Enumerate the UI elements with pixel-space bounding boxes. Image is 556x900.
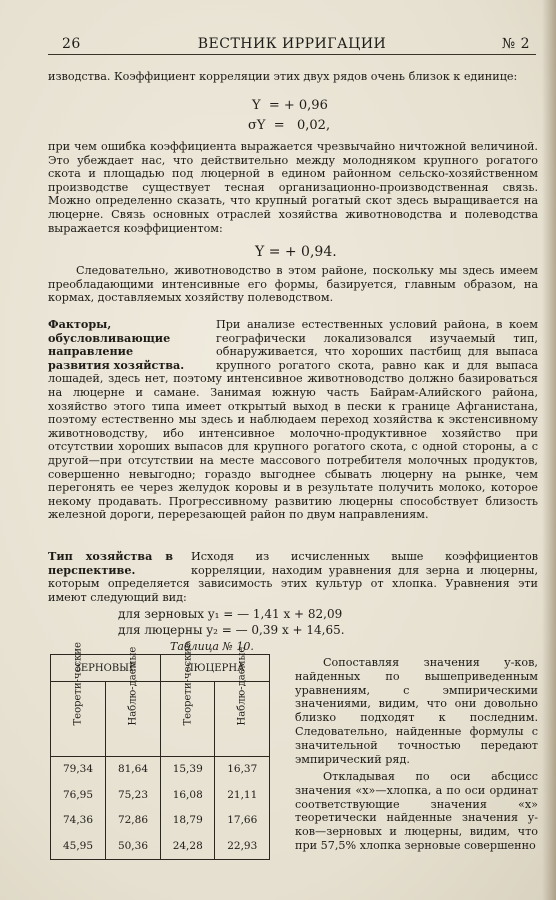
paragraph-3: Следовательно, животноводство в этом районе, поскольку мы здесь имеем преобладающими интенсивные его формы, базируется, главным образом, на кормах, доставляемых хозяйству полеводством.	[48, 264, 538, 305]
table-cell: 22,93	[227, 839, 258, 852]
equation-grain: для зерновых y₁ = — 1,41 x + 82,09	[118, 607, 343, 621]
sidehead-perspective: Тип хозяйства в перспективе.	[48, 549, 173, 577]
equation-alfalfa: для люцерны y₂ = — 0,39 x + 14,65.	[118, 623, 345, 637]
section-factors	[48, 318, 538, 522]
table-column-alfalfa-theoretical	[160, 757, 215, 860]
sidehead-factors: Факторы, обусловливающие направление развития хозяйства.	[48, 317, 185, 372]
paragraph-5: Исходя из исчисленных выше коэффициентов корреляции, находим уравнения для зерна и люцерны, которым определяется зависимость этих культур от хлопка. Уравнения эти имеют следующий вид:	[48, 550, 538, 604]
paragraph-2: при чем ошибка коэффициента выражается чрезвычайно ничтожной величиной. Это убеждает нас, что действительно между молодняком крупного рогатого скота и площадью под люцерной в едином районном сельско-хозяйственном производстве существует тесная организационно-производственная связь. Можно определенно сказать, что крупный рогатый скот здесь выращивается на люцерне. Связь основных отраслей хозяйства животноводства и полеводства выражается коэффициентом:	[48, 140, 538, 235]
table-column-alfalfa-observed	[215, 757, 270, 860]
table-cell: 75,23	[117, 788, 148, 801]
section-perspective	[48, 550, 538, 604]
table-cell: 72,86	[117, 814, 148, 826]
paragraph-1: изводства. Коэффициент корреляции этих двух рядов очень близок к единице:	[48, 70, 518, 83]
page-number: 26	[62, 36, 81, 52]
subheader: Теорети-ческие	[160, 682, 215, 757]
formula-error: σΥ = 0,02,	[248, 118, 331, 133]
table-cell: 15,39	[172, 763, 203, 775]
paragraph-4: При анализе естественных условий района, в коем географически локализовался изучаемый тип, обнаруживается, что хороших пастбищ для выпаса крупного рогатого скота, равно как и для выпаса лошадей, здесь нет, поэтому интенсивное животноводство должно базироваться на люцерне и самане. Занимая южную часть Байрам-Алийского района, хозяйство этого типа имеет открытый выход в пески к границе Афганистана, поэтому естественно мы здесь и наблюдаем переход хозяйства к экстенсивному животноводству, ибо интенсивное молочно-продуктивное хозяйство при отсутствии хороших выпасов для крупного рогатого скота, с одной стороны, а с другой—при отсутствии на месте массового потребителя молочных продуктов, совершенно невыгодно; гораздо выгоднее сбывать люцерну на рынке, чем перегонять ее через желудок коровы и в результате получить молоко, которое некому продавать. Прогрессивному развитию люцерны способствует близость железной дороги, перерезающей район по двум направлениям.	[48, 318, 538, 522]
formula-correlation: Υ = + 0,96	[252, 98, 328, 113]
table-cell: 74,36	[62, 814, 94, 826]
table-cell: 21,11	[227, 788, 258, 801]
header-rule	[48, 54, 536, 55]
table-cell: 18,79	[172, 814, 203, 826]
table-cell: 16,37	[227, 763, 258, 775]
table-cell: 79,34	[62, 763, 94, 775]
formula-coefficient: Υ = + 0,94.	[255, 244, 337, 260]
table-column-grain-theoretical	[51, 757, 106, 860]
table-column-grain-observed	[105, 757, 160, 860]
paragraph-6: Сопоставляя значения y-ков, найденных по вышеприведенным уравнениям, с эмпирическими значениями, видим, что они довольно близко подходят к последним. Следовательно, найденные формулы с значительной точностью передают эмпирический ряд.	[295, 656, 538, 766]
table-cell: 50,36	[117, 839, 148, 852]
subheader: Наблю-даемые	[215, 682, 270, 757]
table-cell: 81,64	[117, 763, 148, 775]
group-header-alfalfa: ЛЮЦЕРНА	[160, 655, 269, 682]
running-header	[48, 36, 536, 54]
page-edge-shadow	[542, 0, 556, 900]
journal-title: ВЕСТНИК ИРРИГАЦИИ	[197, 36, 387, 52]
issue-number: № 2	[501, 36, 530, 52]
table-caption: Таблица № 10.	[170, 640, 254, 653]
table-cell: 76,95	[62, 788, 94, 801]
table-cell: 16,08	[172, 788, 203, 801]
subheader: Теорети-ческие	[51, 682, 106, 757]
table-cell: 17,66	[227, 814, 258, 826]
table-cell: 24,28	[172, 839, 203, 852]
subheader: Наблю-даемые	[105, 682, 160, 757]
table-cell: 45,95	[62, 839, 94, 852]
group-header-grain: ЗЕРНОВЫЕ	[51, 655, 161, 682]
paragraph-7: Откладывая по оси абсцисс значения «x»—хлопка, а по оси ординат соответствующие значения «x» теоретически найденные значения y-ков—зерновых и люцерны, видим, что при 57,5% хлопка зерновые совершенно	[295, 770, 538, 852]
